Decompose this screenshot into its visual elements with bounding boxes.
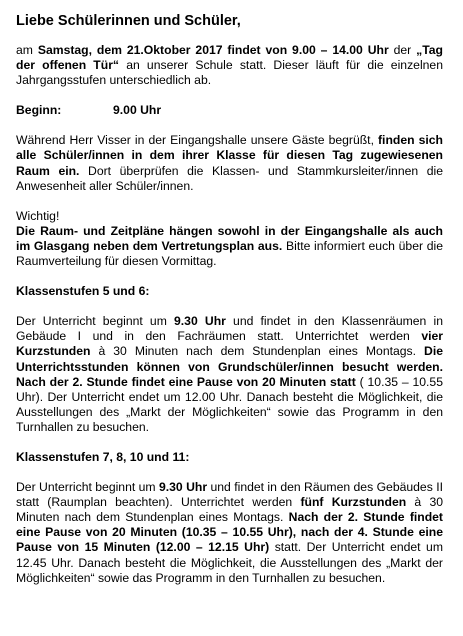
s1-visitor-break-info: Die Unterrichtsstunden können von Grundschüler/innen besucht werden. Nach der 2. Stunde findet eine Pause von 20 Minuten statt xyxy=(16,344,443,389)
s2-break-info: Nach der 2. Stunde findet eine Pause von 20 Minuten (10.35 – 10.55 Uhr), nach der 4. Stunde eine Pause von 15 Minuten (12.00 – 12.15 Uhr) xyxy=(16,510,443,555)
welcome-paragraph xyxy=(16,133,443,193)
notice-label: Wichtig! xyxy=(16,208,60,223)
section-paragraph-grades-7-11 xyxy=(16,480,443,586)
intro-date-time: Samstag, dem 21.Oktober 2017 findet von 9.00 – 14.00 Uhr xyxy=(37,43,389,57)
s2-text-2: und findet in den Räumen des Gebäudes II statt (Raumplan beachten). Unterrichtet werden xyxy=(16,480,443,510)
s1-text-4: ( 10.35 – 10.55 Uhr). Der Unterricht endet um 12.00 Uhr. Danach besteht die Möglichkeit, die Ausstellungen des „Markt der Möglichkeiten“ sowie das Programm in den Turnhallen zu besuchen. xyxy=(16,374,443,434)
start-time-row xyxy=(16,103,443,118)
notice-text: Bitte informiert euch über die Raumverteilung für diesen Vormittag. xyxy=(16,238,443,269)
intro-text-2: der xyxy=(388,43,417,57)
notice-paragraph xyxy=(16,224,443,269)
s1-text-3: à 30 Minuten nach dem Stundenplan eines Montags. xyxy=(90,344,425,359)
section-heading-grades-5-6: Klassenstufen 5 und 6: xyxy=(16,284,150,299)
s2-text-3: à 30 Minuten nach dem Stundenplan eines Montags. xyxy=(16,495,443,525)
section-heading-grades-7-11: Klassenstufen 7, 8, 10 und 11: xyxy=(16,449,190,464)
s2-start-time: 9.30 Uhr xyxy=(158,480,208,495)
s1-start-time: 9.30 Uhr xyxy=(174,314,226,329)
start-time-value: 9.00 Uhr xyxy=(113,103,162,118)
start-time-label: Beginn: xyxy=(16,103,62,118)
intro-paragraph xyxy=(16,43,443,88)
notice-important-text: Die Raum- und Zeitpläne hängen sowohl in der Eingangshalle als auch im Glasgang neben dem Vertretungsplan aus. xyxy=(16,223,443,253)
welcome-text-2: Dort überprüfen die Klassen- und Stammkursleiter/innen die Anwesenheit aller Schüler/innen. xyxy=(16,163,443,193)
s1-lesson-count: vier Kurzstunden xyxy=(16,329,443,359)
section-paragraph-grades-5-6 xyxy=(16,314,443,435)
welcome-text-1: Während Herr Visser in der Eingangshalle unsere Gäste begrüßt, xyxy=(16,133,378,148)
s1-text-2: und findet in den Klassenräumen in Gebäude I und in den Fachräumen statt. Unterrichtet werden xyxy=(16,314,443,344)
intro-text-3: an unserer Schule statt. Dieser läuft für die einzelnen Jahrgangsstufen unterschiedlich ab. xyxy=(16,58,443,88)
s1-text-1: Der Unterricht beginnt um xyxy=(16,314,175,329)
s2-lesson-count: fünf Kurzstunden xyxy=(300,495,407,510)
s2-text-4: statt. Der Unterricht endet um 12.45 Uhr. Danach besteht die Möglichkeit, die Ausstellungen des „Markt der Möglichkeiten“ sowie das Programm in den Turnhallen zu besuchen. xyxy=(16,540,443,585)
welcome-instruction: finden sich alle Schüler/innen in dem ihrer Klasse für diesen Tag zugewiesenen Raum ein. xyxy=(16,133,443,178)
s2-text-1: Der Unterricht beginnt um xyxy=(16,480,159,495)
intro-event-name: „Tag der offenen Tür“ xyxy=(16,43,443,73)
intro-text-1: am xyxy=(16,43,38,57)
letter-salutation: Liebe Schülerinnen und Schüler, xyxy=(16,13,241,29)
